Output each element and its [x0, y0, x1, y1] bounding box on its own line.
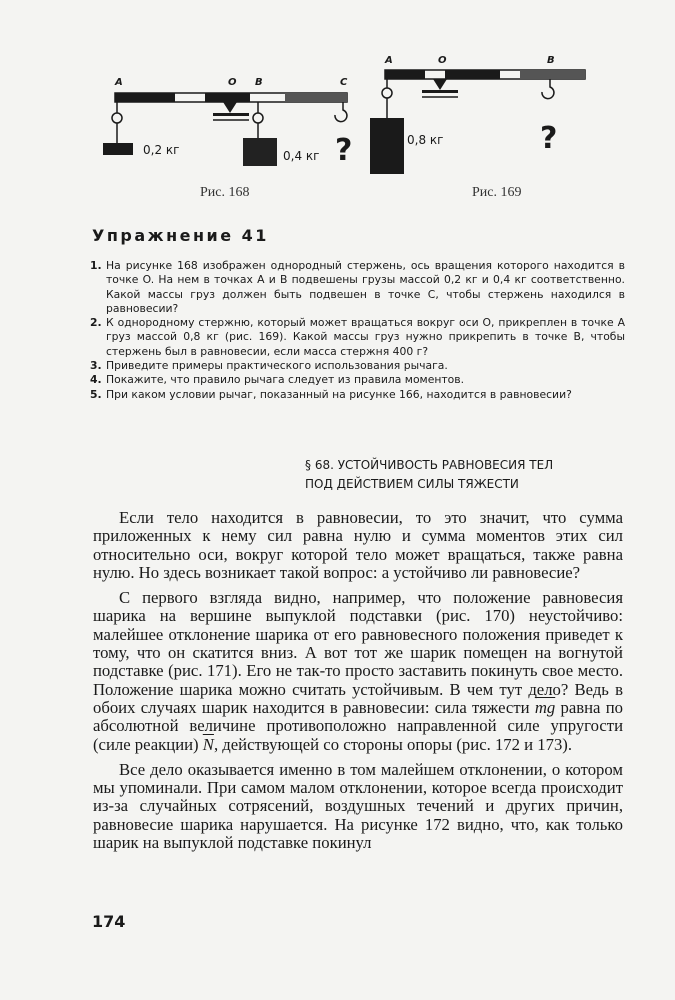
paragraph-1: Если тело находится в равновесии, то это значит, что сумма приложенных к нему сил равна нулю и сумма моментов этих сил относительно оси, вокруг которой тело может вращаться, также равна нулю. Но здесь возникает такой вопрос: а устойчиво ли равновесие?	[93, 508, 623, 582]
mass-b-label: 0,4 кг	[283, 149, 320, 163]
exercise-item	[90, 259, 625, 316]
vector-mg: $\overline{mg}$	[534, 697, 556, 717]
exercise-number: 2.	[90, 316, 102, 330]
figure-caption: Рис. 168	[200, 185, 250, 200]
exercise-number: 5.	[90, 387, 102, 401]
exercise-number: 3.	[90, 359, 102, 373]
page-number: 174	[92, 912, 126, 931]
label-o: O	[228, 77, 237, 88]
paragraph-2	[93, 589, 623, 754]
exercise-title: Упражнение 41	[92, 226, 269, 245]
exercise-item	[90, 359, 625, 373]
paragraph-3: Все дело оказывается именно в том малейшем отклонении, о котором мы упоминали. При самом малом отклонении, которое всегда происходит из-за случайных сотрясений, воздушных течений и других причин, равновесие шарика нарушается. На рисунке 172 видно, что, как только шарик на выпуклой подставке покинул	[93, 759, 623, 853]
mass-a-label: 0,2 кг	[143, 143, 180, 157]
exercise-text: Покажите, что правило рычага следует из правила моментов.	[106, 373, 465, 387]
section-heading	[305, 456, 615, 494]
vector-n: $\overline{N}$	[202, 734, 214, 754]
label-a: A	[115, 77, 123, 88]
section-title-line-1: § 68. УСТОЙЧИВОСТЬ РАВНОВЕСИЯ ТЕЛ	[305, 458, 554, 472]
exercise-text: К однородному стержню, который может вращаться вокруг оси O, прикреплен в точке A груз массой 0,8 кг (рис. 169). Какой массы груз нужно прикрепить в точке B, чтобы стержень был в равновесии, если масса стержня 400 г?	[106, 316, 625, 358]
exercise-number: 1.	[90, 259, 102, 272]
label-a: A	[385, 55, 393, 66]
section-title-line-2: ПОД ДЕЙСТВИЕМ СИЛЫ ТЯЖЕСТИ	[305, 477, 519, 491]
exercise-text: При каком условии рычаг, показанный на рисунке 166, находится в равновесии?	[106, 387, 572, 401]
exercise-item	[90, 388, 625, 402]
exercise-number: 4.	[90, 373, 102, 387]
paragraph-2-part-a: С первого взгляда видно, например, что положение равновесия шарика на вершине выпуклой подставки (рис. 170) неустойчиво: малейшее отклонение шарика от его равновесного положения приведет к тому, что он скатится вниз. А вот тот же шарик помещен на вогнутой подставке (рис. 171). Его не так-то просто заставить покинуть свое место. Положение шарика можно считать устойчивым. В чем тут дело? Ведь в обоих случаях шарик находится в равновесии: сила тяжести	[93, 588, 623, 717]
label-b: B	[547, 55, 555, 66]
body-text	[93, 509, 623, 859]
exercise-item	[90, 316, 625, 359]
figure-169	[360, 55, 610, 205]
unknown-mass-mark: ?	[540, 121, 558, 156]
figure-caption: Рис. 169	[472, 185, 522, 200]
paragraph-2-part-b: равна по абсолютной величине противоположно направленной силе упругости (силе реакции)	[93, 697, 623, 754]
exercise-text: Приведите примеры практического использования рычага.	[106, 359, 448, 373]
unknown-mass-mark: ?	[335, 133, 353, 168]
exercise-item	[90, 373, 625, 387]
label-b: B	[255, 77, 263, 88]
figure-168	[95, 55, 370, 205]
exercise-text: На рисунке 168 изображен однородный стержень, ось вращения которого находится в точке O. На нем в точках A и B подвешены грузы массой 0,2 кг и 0,4 кг соответственно. Какой массы груз должен быть подвешен в точке C, чтобы стержень находился в равновесии?	[106, 259, 625, 315]
paragraph-2-part-c: , действующей со стороны опоры (рис. 172 и 173).	[213, 734, 573, 754]
mass-a-label: 0,8 кг	[407, 133, 444, 147]
lever-diagram-169	[360, 55, 610, 205]
label-o: O	[438, 55, 447, 66]
exercise-list	[90, 259, 625, 402]
label-c: C	[340, 77, 348, 88]
